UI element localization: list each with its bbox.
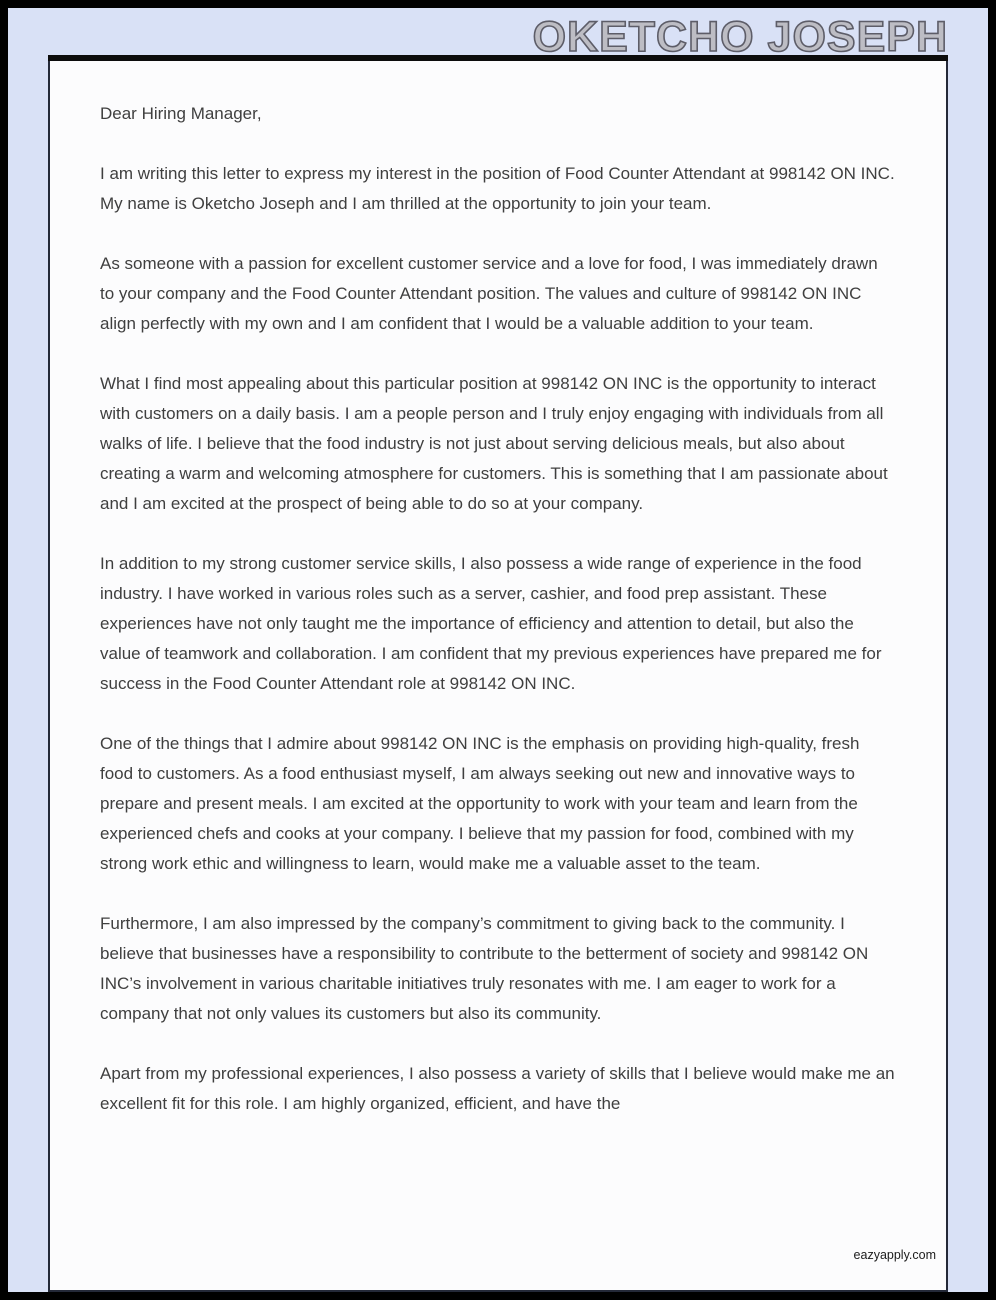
letter-paragraph: Furthermore, I am also impressed by the company’s commitment to giving back to the community. I believe that businesses have a responsibility to contribute to the betterment of society and 998142 ON INC’s involvement in various charitable initiatives truly resonates with me. I am eager to work for a company that not only values its customers but also its community. [100,914,869,1023]
letter-paragraph: As someone with a passion for excellent customer service and a love for food, I was immediately drawn to your company and the Food Counter Attendant position. The values and culture of 998142 ON INC align perfectly with my own and I am confident that I would be a valuable addition to your team. [100,254,878,333]
salutation: Dear Hiring Manager, [100,104,262,123]
letter-paragraph: I am writing this letter to express my interest in the position of Food Counter Attendant at 998142 ON INC. My name is Oketcho Joseph and I am thrilled at the opportunity to join your team. [100,164,895,213]
letter-paragraph: In addition to my strong customer service skills, I also possess a wide range of experience in the food industry. I have worked in various roles such as a server, cashier, and food prep assistant. These experiences have not only taught me the importance of efficiency and attention to detail, but also the value of teamwork and collaboration. I am confident that my previous experiences have prepared me for success in the Food Counter Attendant role at 998142 ON INC. [100,554,882,693]
page-canvas [8,8,988,1292]
letter-paragraph: What I find most appealing about this particular position at 998142 ON INC is the opportunity to interact with customers on a daily basis. I am a people person and I truly enjoy engaging with individuals from all walks of life. I believe that the food industry is not just about serving delicious meals, but also about creating a warm and welcoming atmosphere for customers. This is something that I am passionate about and I am excited at the prospect of being able to do so at your company. [100,374,888,513]
letter-paragraph: Apart from my professional experiences, I also possess a variety of skills that I believe would make me an excellent fit for this role. I am highly organized, efficient, and have the [100,1064,895,1113]
letter-sheet [48,61,948,1292]
watermark-text: eazyapply.com [853,1248,936,1262]
letter-paragraph: One of the things that I admire about 998142 ON INC is the emphasis on providing high-quality, fresh food to customers. As a food enthusiast myself, I am always seeking out new and innovative ways to prepare and present meals. I am excited at the opportunity to work with your team and learn from the experienced chefs and cooks at your company. I believe that my passion for food, combined with my strong work ethic and willingness to learn, would make me a valuable asset to the team. [100,734,860,873]
header-name: OKETCHO JOSEPH [532,13,948,61]
header-bar [8,8,988,61]
